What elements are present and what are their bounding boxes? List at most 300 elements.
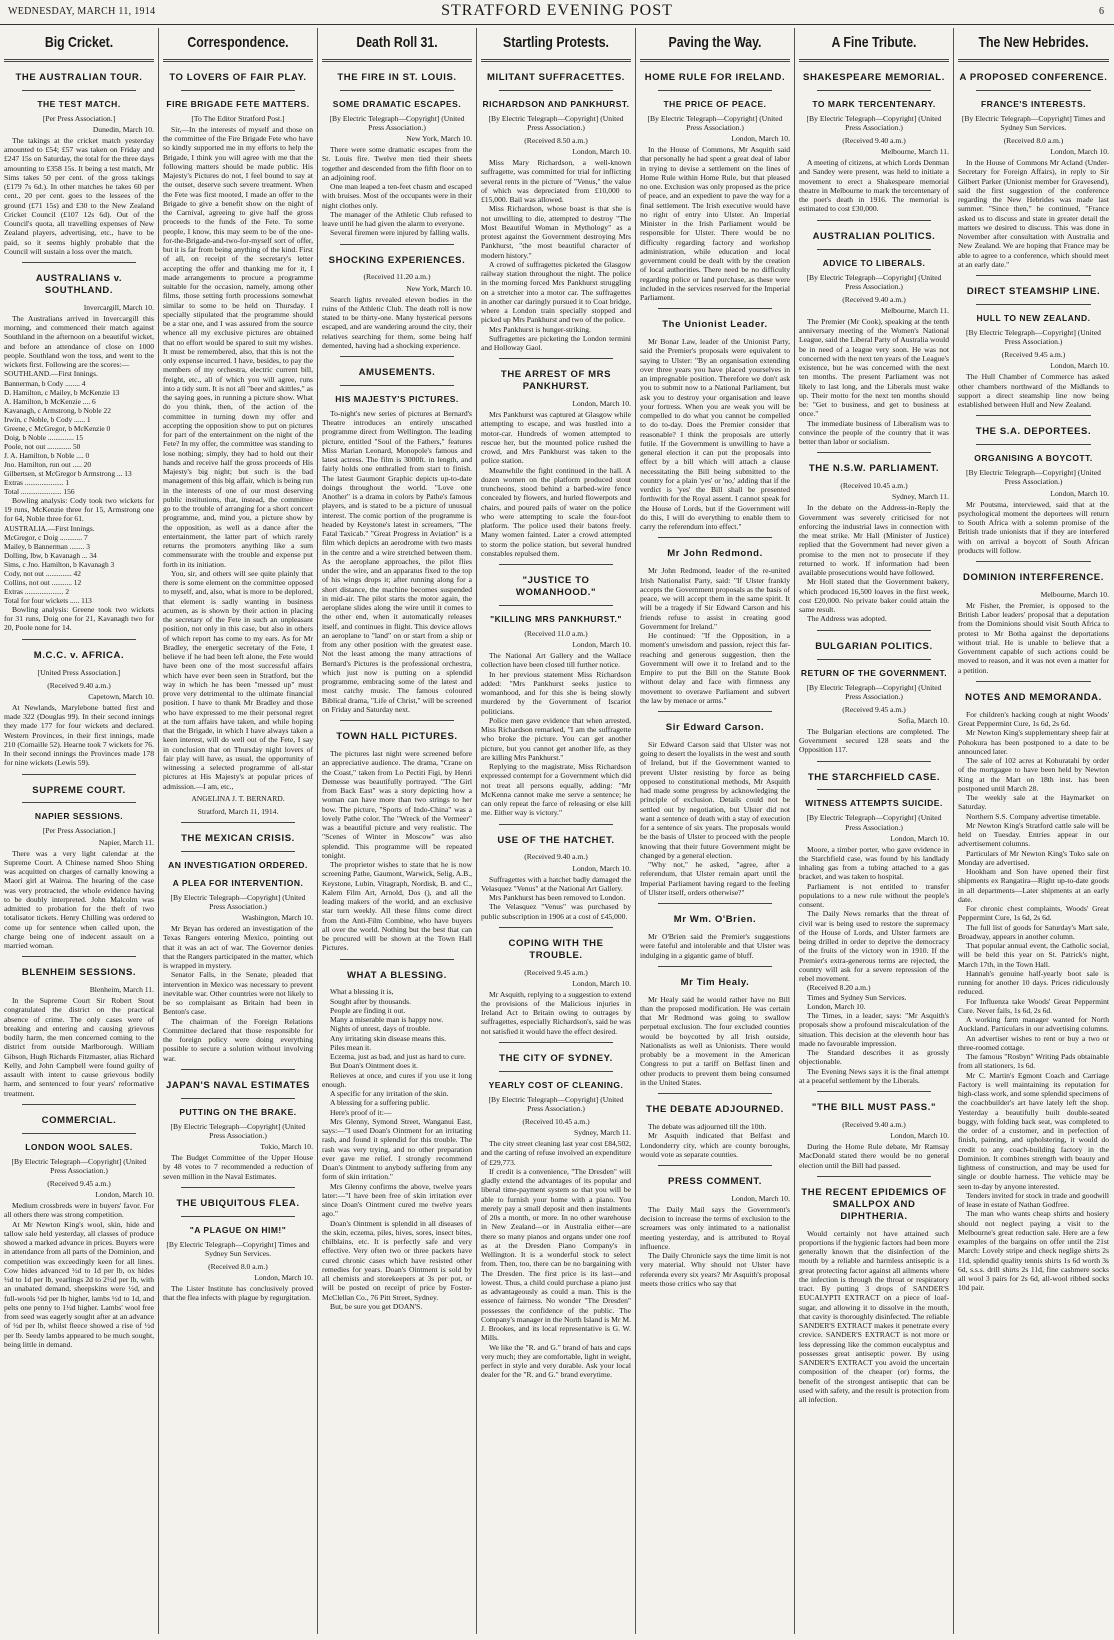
paragraph: Police men gave evidence that when arrested, Miss Richardson remarked, "I am the suffragette who broke the picture. You can get another picture, but you cannot get another life, as they are killing Mrs Pankhurst." — [481, 715, 631, 762]
article-title: NOTES AND MEMORANDA. — [965, 691, 1102, 703]
wire-source: [By Electric Telegraph—Copyright] Times and Sydney Sun Services. — [961, 113, 1106, 132]
dateline: London, March 10. — [890, 833, 949, 843]
dateline: Tokio, March 10. — [260, 1142, 313, 1152]
column-heading: The New Hebrides. — [978, 34, 1089, 51]
score-line: Sims, c Jno. Hamilton, b Kavanagh 3 — [4, 559, 115, 569]
received-time: (Received 8.50 a.m.) — [524, 136, 588, 146]
paragraph: In the Supreme Court Sir Robert Stout congratulated the district on the practical absence of crime. The only cases were of breaking and entering and causing grievous bodily harm, the men concerned coming to the district from outside Marlborough. William Gibson, Hugh Richards Fitzmaster, alias Richard Kelly, and John Campbell were found guilty of assault with intent to cause grievous bodily harm, and sentenced to four years' reformative treatment. — [4, 996, 154, 1098]
received-time: (Received 9.45 a.m.) — [47, 1179, 111, 1188]
article — [640, 1165, 790, 1288]
article-divider — [499, 358, 613, 359]
article-title: THE AUSTRALIAN TOUR. — [15, 72, 143, 83]
dateline: Washington, March 10. — [241, 913, 313, 923]
article — [322, 720, 472, 952]
article — [799, 72, 949, 214]
article — [799, 1091, 949, 1170]
paragraph: In the House of Commons, Mr Asquith said that personally he had spent a great deal of labor in trying to devise a settlement on the lines of Home Rule within Home Rule, but that pleased no one. Exclusion was only proposed as the price of peace, and an expedient to pave the way for a final settlement. The Irish executive would have no right of entry into Ulster. An Imperial Minister in the Irish Parliament would be responsible for Ulster. There would be no difficulty regarding factory and workshop administration, while education and local government could be dealt with by the creation of local authorities. There need be no difficulty regarding police or land purchase, as these were included in the services reserved for the Imperial Parliament. — [640, 145, 790, 303]
article-divider — [817, 1091, 931, 1092]
score-line: Collins, not out ........... 12 — [4, 577, 82, 587]
article-divider — [181, 822, 295, 823]
score-line: Greene, c McGregor, b McKenzie 0 — [4, 423, 111, 433]
article-divider — [658, 903, 772, 904]
score-line: Jno. Hamilton, run out ..... 20 — [4, 459, 92, 469]
paragraph: In the debate on the Address-in-Reply the Government was severely criticised for not enforcing the industrial laws in connection with the meat strike. Mr Hall (Minister of Justice) replied that the Government had never given a promise to the men not to prosecute if they returned to work. If information had been available prosecutions would have followed. — [799, 503, 949, 578]
paragraph: The man who wants cheap shirts and hosiery should not neglect paying a visit to the Melbourne's great reduction sale. Here are a few examples of the bargains on offer until the 21st March: Lovely stripe and check neglige shirts 2s 11d, splendid quality tennis shirts 1s 6d worth 3s 6d, s.s.s. drill shirts 2s 11d, fine cashmere socks all wool 3 pairs for 2s 6d, all-wool ribbed socks 10d pair. — [958, 1209, 1109, 1293]
paragraph: Mr O'Brien said the Premier's suggestions were fateful and intolerable and that Ulster was indulging in a gigantic game of bluff. — [640, 932, 790, 960]
article — [958, 72, 1109, 269]
article-divider — [658, 966, 772, 967]
article — [958, 275, 1109, 409]
title-rule — [658, 90, 772, 91]
paragraph: Medium crossbreds were in buyers' favor. For all others there was strong competition. — [4, 1201, 154, 1220]
score-line: Gilbertsen, st McGregor b Armstrong ... 13 — [4, 468, 132, 478]
wire-source: [By Electric Telegraph—Copyright] (United Press Association.) — [806, 272, 942, 291]
article-subtitle: FRANCE'S INTERESTS. — [980, 98, 1087, 109]
article-title: THE STARCHFIELD CASE. — [807, 771, 941, 783]
paragraph: Moore, a timber porter, who gave evidence in the Starchfield case, was found by his landlady inhaling gas from a tubing attached to a gas bracket, and was taken to hospital. — [799, 844, 949, 882]
article — [163, 1187, 313, 1303]
paragraph: Piles mean it. — [330, 1042, 372, 1052]
article-divider — [817, 630, 931, 631]
article — [799, 761, 949, 1086]
dateline: London, March 10. — [254, 1272, 313, 1282]
wire-source: [By Electric Telegraph—Copyright] (United Press Association.) — [966, 328, 1101, 347]
paragraph: But, be sure you get DOAN'S. — [330, 1301, 423, 1311]
paragraph: He continued: "If the Opposition, in a moment's unwisdom and passion, reject this far-reaching and generous suggestion, then the Government will owe it to Ireland and to the Empire to put the Bill on the Statute Book without delay and face with firmness any movement to overawe Parliament and subvert the law by menace or arms." — [640, 631, 790, 705]
paragraph: The city street cleaning last year cost £84,502, and the carting of refuse involved an expenditure of £29,773. — [481, 1139, 631, 1167]
article-title: TO LOVERS OF FAIR PLAY. — [169, 72, 307, 83]
article — [4, 262, 154, 632]
article-divider — [22, 956, 136, 957]
article — [322, 356, 472, 714]
dateline: London, March 10. — [731, 134, 790, 144]
received-time: (Received 8.0 a.m.) — [1003, 136, 1064, 146]
title-rule — [817, 789, 931, 790]
paragraph: People are finding it out. — [330, 1005, 406, 1015]
article — [640, 711, 790, 897]
paragraph: The Premier (Mr Cook), speaking at the tenth anniversary meeting of the Women's National League, said the Liberal Party of Australia would be in need of a league very soon. He was not concerned with the next ten years of the League's existence, but he was concerned with the next ten months. The present Parliament was not likely to last long, and the Liberals must wake up. Their motto for the next ten months should be: "Get to business, and get to business at once." — [799, 316, 949, 419]
paragraph: Here's proof of it:— — [330, 1107, 392, 1117]
dateline: New York, March 10. — [406, 134, 472, 144]
score-line: Irwin, c Noble, b Cody ...... 1 — [4, 414, 91, 424]
paragraph: The debate was adjourned till the 10th. — [648, 1122, 767, 1132]
article-subtitle: WITNESS ATTEMPTS SUICIDE. — [805, 798, 943, 809]
dateline: Sydney, March 11. — [573, 1128, 631, 1138]
article-divider — [658, 711, 772, 712]
article — [322, 72, 472, 238]
article-subtitle: YEARLY COST OF CLEANING. — [488, 1079, 624, 1090]
paragraph: Search lights revealed eleven bodies in the ruins of the Athletic Club. The death roll is now stated to be thirty-one. Many hysterical persons escaped, and are wandering around the city, their relatives searching for them, some being half demented, having had a shocking experience. — [322, 294, 472, 350]
received-time: (Received 9.40 a.m.) — [47, 680, 111, 690]
paragraph: Any irritating skin disease means this. — [330, 1033, 446, 1043]
paragraph: Nights of unrest, days of trouble. — [330, 1024, 431, 1034]
article-divider — [976, 275, 1091, 276]
paragraph: The sale of 102 acres at Kohuratahi by order of the mortgagee to have been held by Newton King at the Mart on 18th inst. has been postponed until March 28. — [958, 756, 1109, 793]
wire-source: [By Electric Telegraph—Copyright] (United Press Association.) — [806, 682, 942, 701]
article-subtitle: HULL TO NEW ZEALAND. — [976, 313, 1091, 324]
received-time: (Received 11.0 a.m.) — [524, 628, 588, 638]
paragraph: At Newlands, Marylebone batted first and made 322 (Douglas 99). In their second innings they made 177 for four wickets and declared. Western Provinces, in their first innings, made 210 (Comaille 52). Hearne took 7 wickets for 76. In their second innings the Provinces made 178 for nine wickets (Lewis 59). — [4, 702, 154, 768]
paragraph: In her previous statement Miss Richardson added: "Mrs Pankhurst seeks justice to womanhood, and for this she is being slowly murdered by the Government of Iscariot politicians. — [481, 669, 631, 716]
article-title: SHOCKING EXPERIENCES. — [328, 254, 466, 266]
article-divider — [658, 537, 772, 538]
paragraph: Sir Edward Carson said that Ulster was not going to desert the loyalists in the west and south of Ireland, but if the Government wanted to prevent Ulster resisting by force as being opposed to constitutional methods, Mr Asquith had made some progress by acknowledging the principle of exclusion. Details could not be settled out by negotiation, but Ulster did not want a sentence of death with a stay of execution for a sentence of six years. The proposals would be the basis of Ulster to proceed with the people knowing that their future Government might be changed by a general election. — [640, 739, 790, 860]
paragraph: Mrs Pankhurst is hunger-striking. — [489, 324, 591, 334]
title-rule — [181, 1216, 295, 1217]
article-title: TOWN HALL PICTURES. — [336, 731, 458, 743]
dateline: London, March 10. — [95, 1190, 154, 1200]
article — [4, 72, 154, 256]
paragraph: The full list of goods for Saturday's Mart sale, Broadway, appears in another column. — [958, 922, 1109, 941]
heading-rule — [958, 59, 1109, 62]
paragraph: The manager of the Athletic Club refused to leave until he had given the alarm to everyone. — [322, 209, 472, 229]
received-time: (Received 9.45 a.m.) — [842, 704, 906, 714]
article-title: USE OF THE HATCHET. — [497, 834, 615, 846]
paragraph: For Influenza take Woods' Great Peppermint Cure. Never fails, 1s 6d, 2s 6d. — [958, 996, 1109, 1015]
article-divider — [817, 761, 931, 762]
paragraph: A specific for any irritation of the skin. — [330, 1089, 449, 1099]
article — [640, 537, 790, 705]
article — [163, 72, 313, 816]
wire-source: [By Electric Telegraph—Copyright] (United Press Association.) — [488, 113, 624, 132]
wire-source: [By Electric Telegraph—Copyright] (United Press Association.) — [966, 468, 1101, 487]
paragraph: The Evening News says it is the final attempt at a peaceful settlement by the Liberals. — [799, 1066, 949, 1085]
title-rule — [817, 90, 931, 91]
article-divider — [817, 220, 931, 221]
paragraph: Mr John Redmond, leader of the re-united Irish Nationalist Party, said: "If Ulster frankly accepts the Government proposals as the basis of peace, we will accept them in the same spirit. It will be a tragedy if Sir Edward Carson and his friends refuse to assist in creating good Government for Ireland." — [640, 566, 790, 631]
dateline: London, March 10. — [1050, 147, 1109, 157]
dateline: Melbourne, March 11. — [880, 305, 949, 315]
article — [640, 903, 790, 960]
title-rule — [499, 1071, 613, 1072]
heading-rule — [481, 59, 631, 62]
article-title: WHAT A BLESSING. — [346, 969, 448, 981]
paragraph: (Received 8.20 a.m.) — [807, 983, 871, 993]
paragraph: Miss Richardson, whose boast is that she is not unwilling to die, attempted to destroy "The Most Beautiful Woman in Mythology" as a protest against the Government destroying Mrs Pankhurst, "the most beautiful character of modern history." — [481, 204, 631, 260]
signature-place: Stratford, March 11, 1914. — [197, 806, 279, 816]
score-line: Poole, not out ............. 50 — [4, 441, 81, 451]
article — [799, 630, 949, 755]
dateline: Melbourne, March 10. — [1040, 589, 1109, 599]
paragraph: The proprietor wishes to state that he is now screening Pathe, Gaumont, Warwick, Selig, A.B., Keystone, Lubin, Vitagraph, Nordisk, B. and C., Kalem Film Art, Arnold, Dos (), and all the leading makers of the world, and an exclusive star turn weekly. All these films come direct from the Anti-Film Combine, who have buyers all over the world. Nothing but the best that can be procured will be shown at the Town Hall Pictures. — [322, 860, 472, 953]
score-line: SOUTHLAND.—First Innings. — [4, 369, 98, 379]
article — [481, 358, 631, 558]
received-time: (Received 9.45 a.m.) — [1001, 350, 1066, 360]
masthead — [0, 0, 1114, 25]
article-divider — [22, 1104, 136, 1105]
article-divider — [499, 927, 613, 928]
paragraph: You, sir, and others will see quite plainly that there is some element on the committee opposed to myself, and, also, what is more to be deplored, that element is sadly wanting in business acumen, as is shown by their action in placing the secretary of the Fete in such an unpleasant position, not only in this case, but also in others of which report has come to my ears. As for Mr Bradley, the energetic secretary of the Fete, I believe if he had been left alone, the Fete would have been one of the most successful affairs which have ever been seen in Stratford, but the way in which he has been "messed up" must prove very detrimental to the ultimate financial position. I have to thank Mr Bradley and those who have expressed to me their personal regret at the turn affairs have taken, and while hoping that the Brigade, in which I have always taken a keen interest, will do well out of the Fete, I say in conclusion that on Thursday night lovers of fair play will have, as usual, the opportunity of witnessing a selected programme of all-star pictures at His Majesty's at popular prices of admission.—I am, etc., — [163, 568, 313, 791]
article — [481, 72, 631, 352]
paragraph: The pictures last night were screened before an appreciative audience. The drama, "Crane on the Coast," taken from Lo Pectiti Figi, by Henri Demesse was beautifully portrayed. "The Girl from Back East" was a story depicting how a woman can have more than two strings to her bow. The picture, "Sports of Indo-China" was a lovely Pathe color. The "Wreck of the Vermeer" was a beautiful picture and very realistic. The "Scenes of Winter in Moscow" was also splendid. This programme will be repeated tonight. — [322, 749, 472, 860]
paper-name: STRATFORD EVENING POST — [441, 2, 673, 19]
article-title: COMMERCIAL. — [41, 1114, 117, 1126]
dateline: Sofia, March 10. — [897, 715, 949, 725]
paragraph: Doan's Ointment is splendid in all diseases of the skin, eczema, piles, hives, sores, insect bites, chilblains, etc. It is perfectly safe and very effective. Very often two or three packets have cured chronic cases which have resisted other remedies for years. Doan's Ointment is sold by all chemists and storekeepers at 3s per pot, or will be posted on receipt of price by Foster-McClellan Co., 76 Pitt Street, Sydney. — [322, 1218, 472, 1302]
paragraph: To-night's new series of pictures at Bernard's Theatre introduces an entirely unscathed programme direct from Wellington. The leading picture, entitled "Soul of the Fathers," features Miss Marian Leonard, Monopole's famous and latest actress. The film is 3000ft. in length, and fairly holds one enthralled from start to finish. The latest Gaumont Graphic depicts up-to-date doings throughout the world. "Love one Another" is a drama in colors by Pathe's famous players, and is stated to be a picture of unusual interest. The comic portion of the programme is headed by Keystone's latest in screamers, "The Fatal Taxicab." "Great Progress in Aviation" is a film which depicts an aerodrome with two masts in the centre and a wire stretched between them. As the aeroplane approaches, the pilot flies under the wire, and an apparatus fixed to the top of his wings drops it; after running along for a short distance, the machine becomes suspended in mid-air. The pilot starts the motor again, the aeroplane slides along the wire until it comes to the other end, when it automatically releases itself, and continues in flight. This device allows an aeroplane to "land" on or start from a ship or from any other position with the greatest ease. Not the least among the many attractions of Bernard's Pictures is the professional orchestra, which just now is putting on a splendid programme, embracing some of the latest and most catchy music. The famous coloured Biblical drama, "Life of Christ," will be screened on Friday and Saturday next. — [322, 408, 472, 714]
paragraph: Sought after by thousands. — [330, 996, 411, 1006]
article-divider — [817, 452, 931, 453]
paragraph: Mr Bryan has ordered an investigation of the Texas Rangers entering Mexico, pointing out that it was an act of war. The Governor denies that the Rangers participated in the matter, which is wrapped in mystery. — [163, 924, 313, 971]
article — [640, 308, 790, 531]
article-subtitle: PUTTING ON THE BRAKE. — [179, 1106, 297, 1117]
article-subtitle: HIS MAJESTY'S PICTURES. — [335, 393, 459, 404]
score-line: Cody, not out .............. 42 — [4, 568, 81, 578]
score-line: McGregor, c Doig ............ 7 — [4, 532, 88, 542]
title-rule — [817, 659, 931, 660]
article-title: The Unionist Leader. — [662, 319, 768, 331]
paragraph: Suffragettes with a hatchet badly damaged the Velasquez "Venus" at the National Art Gallery. — [481, 874, 631, 893]
paragraph: There was a very light calendar at the Supreme Court. A Chinese named Shoo Shing was acquitted on charges of carnally knowing a Maori girl at Wairoa. The hearing of the case was very protracted, the whole evidence having to be doubly interpreted. John Malcolm was admitted to probation for the theft of two totalisator tickets. Henry Chilling was ordered to come up for sentence when called upon, the charge being one of indecent assault on a married woman. — [4, 848, 154, 951]
article — [640, 1093, 790, 1159]
article-title: PRESS COMMENT. — [668, 1176, 762, 1188]
wire-source: [By Electric Telegraph—Copyright] (United Press Association.) — [329, 113, 465, 132]
article-title: THE CITY OF SYDNEY. — [499, 1052, 613, 1064]
dateline: Capetown, March 10. — [88, 691, 154, 701]
paragraph: Particulars of Mr Newton King's Toko sale on Monday are advertised. — [958, 848, 1109, 867]
paragraph: Meanwhile the fight continued in the hall. A dozen women on the platform produced stout truncheons, stood behind a barbed-wire fence concealed by flowers, and hurled flowerpots and chairs, and poured pails of water on the police who were attempting to scale the four-foot platform. The police used their batons freely. Many women fainted. Later a crowd attempted to storm the police station, but several hundred constables repulsed them. — [481, 465, 631, 558]
paragraph: Miss Mary Richardson, a well-known suffragette, was committed for trial for inflicting several rents in the picture of "Venus," the value of which was depreciated from £10,000 to £15,000. Bail was allowed. — [481, 158, 631, 205]
article-subtitle: RICHARDSON AND PANKHURST. — [482, 98, 630, 109]
received-time: (Received 10.45 a.m.) — [840, 481, 908, 491]
paragraph: Mrs Pankhurst was captured at Glasgow while attempting to escape, and was hustled into a motor-car. Hundreds of women attempted to rescue her, but the mounted police rushed the crowd, and Mrs Pankhurst was taken to the police station. — [481, 410, 631, 466]
article-title: DIRECT STEAMSHIP LINE. — [966, 286, 1101, 298]
article-title: SHAKESPEARE MEMORIAL. — [803, 72, 945, 83]
column-heading: Paving the Way. — [668, 34, 762, 51]
heading-rule — [4, 59, 154, 62]
paragraph: One man leaped a ten-feet chasm and escaped with bruises. Most of the occupants were in their night clothes only. — [322, 182, 472, 210]
title-rule — [181, 851, 295, 852]
paragraph: A meeting of citizens, at which Lords Denman and Sandey were present, was held to initiate a movement to erect a Shakespeare memorial theatre in Melbourne to mark the tercentenary of the poet's death in 1916. The memorial is estimated to cost £30,000. — [799, 158, 949, 214]
wire-source: [United Press Association.] — [37, 667, 121, 677]
heading-rule — [322, 59, 472, 62]
score-line: Kavanagh, c Armstrong, b Noble 22 — [4, 405, 111, 415]
paragraph: The Hull Chamber of Commerce has asked other chambers northward of the Midlands to support a direct steamship line now being established between Hull and New Zealand. — [958, 372, 1109, 410]
title-rule — [22, 90, 136, 91]
paragraph: Mrs Glenny confirms the above, twelve years later:—"I have been free of skin irritation ever since Doan's Ointment cured me twelve years ago." — [322, 1181, 472, 1219]
title-rule — [340, 90, 454, 91]
paragraph: Bowling analysis: Cody took two wickets for 19 runs, McKenzie three for 15, Armstrong one for 64, Noble three for 61. — [4, 495, 154, 524]
paragraph: Mr Holl stated that the Government bakery, which produced 16,500 loaves in the first week, cost £20,000. No private baker could attain the same result. — [799, 577, 949, 615]
dateline: Invercargill, March 10. — [83, 302, 154, 312]
dateline: Dunedin, March 10. — [92, 124, 154, 134]
article — [640, 966, 790, 1087]
wire-source: [To The Editor Stratford Post.] — [191, 113, 285, 123]
paragraph: Northern S.S. Company advertise timetable. — [966, 811, 1101, 821]
heading-rule — [163, 59, 313, 62]
received-time: (Received 11.20 a.m.) — [363, 272, 431, 282]
article-title: COPING WITH THE TROUBLE. — [508, 937, 604, 961]
paragraph: The Standard describes it as grossly objectionable. — [799, 1048, 949, 1067]
title-rule — [22, 802, 136, 803]
paragraph: The immediate business of Liberalism was to convince the people of the country that it was better than labor or socialism. — [799, 418, 949, 447]
column-7 — [954, 28, 1113, 1634]
column-6 — [795, 28, 954, 1634]
paragraph: Mr Asquith, replying to a suggestion to extend the provisions of the Malicious injuries in Ireland Act to Britain owing to outrages by suffragettes, especially Richardson's, said he was not satisfied it would have the effect desired. — [481, 989, 631, 1036]
paragraph: For chronic chest complaints, Woods' Great Peppermint Cure, 1s 6d, 2s 6d. — [958, 904, 1109, 923]
paragraph: The Budget Committee of the Upper House by 48 votes to 7 recommended a reduction of seven million in the Naval Estimates. — [163, 1153, 313, 1181]
article-divider — [340, 720, 454, 721]
title-rule — [22, 1133, 136, 1134]
article — [4, 774, 154, 951]
paragraph: Many a miserable man is happy now. — [330, 1015, 444, 1025]
article — [481, 564, 631, 817]
paragraph: "Why not," he asked, "agree, after a referendum, that Ulster remain apart until the Imperial Parliament having regard to the feeling of Ulster itself, orders otherwise?" — [640, 860, 790, 897]
title-rule — [976, 304, 1091, 305]
wire-source: [By Electric Telegraph—Copyright] (United Press Association.) — [488, 1094, 624, 1113]
column-heading: Startling Protests. — [503, 34, 609, 51]
received-time: (Received 9.40 a.m.) — [524, 852, 588, 862]
article-subtitle: "KILLING MRS PANKHURST." — [490, 613, 622, 624]
column-5 — [636, 28, 795, 1634]
article-title: BULGARIAN POLITICS. — [815, 640, 933, 652]
column-4 — [477, 28, 636, 1634]
article — [4, 1104, 154, 1349]
article — [958, 415, 1109, 555]
article-title: AUSTRALIANS v. SOUTHLAND. — [35, 273, 123, 297]
score-line: Total ...................... 156 — [4, 486, 75, 496]
dateline: New York, March 10. — [406, 283, 472, 293]
article-divider — [499, 1042, 613, 1043]
wire-source: [Per Press Association.] — [42, 826, 116, 836]
article-divider — [658, 308, 772, 309]
score-line: A. Hamilton, b McKenzie .... 6 — [4, 396, 96, 406]
title-rule — [976, 444, 1091, 445]
article-title: SUPREME COURT. — [32, 784, 126, 796]
paragraph: Tenders invited for stock in trade and goodwill of lease in estate of Nathan Godfree. — [958, 1190, 1109, 1209]
article-subtitle: LONDON WOOL SALES. — [25, 1141, 133, 1152]
paragraph: Suffragettes are picketing the London termini and Holloway Gaol. — [481, 333, 631, 353]
wire-source: [By Electric Telegraph—Copyright] (United Press Association.) — [170, 892, 306, 912]
wire-source: [By Electric Telegraph—Copyright] (United Press Association.) — [11, 1156, 147, 1175]
article-divider — [181, 1069, 295, 1070]
column-3 — [318, 28, 477, 1634]
article-subtitle: NAPIER SESSIONS. — [34, 811, 124, 822]
paragraph: A blessing for a suffering public. — [330, 1098, 430, 1108]
heading-rule — [799, 59, 949, 62]
article — [481, 927, 631, 1036]
article — [958, 561, 1109, 675]
paragraph: Hannah's genuine half-yearly boot sale is running for another 10 days. Prices ridiculously reduced. — [958, 968, 1109, 997]
paragraph: Relieves at once, and cures if you use it long enough. — [322, 1070, 472, 1089]
article-title: BLENHEIM SESSIONS. — [21, 967, 137, 979]
article — [163, 1069, 313, 1181]
score-line: Extras ..................... 1 — [4, 477, 70, 487]
paragraph: The National Art Gallery and the Wallace collection have been closed till further notice. — [481, 651, 631, 670]
dateline: London, March 10. — [1050, 488, 1109, 498]
article — [799, 452, 949, 623]
paragraph: An advertiser wishes to rent or buy a two or three-roomed cottage. — [958, 1033, 1109, 1052]
article-divider — [340, 356, 454, 357]
wire-source: [By Electric Telegraph—Copyright] (United Press Association.) — [170, 1121, 306, 1140]
article-title: THE UBIQUITOUS FLEA. — [176, 1197, 300, 1209]
article-subtitle: TO MARK TERCENTENARY. — [812, 98, 936, 109]
article-title: Mr John Redmond. — [667, 548, 763, 560]
title-rule — [181, 90, 295, 91]
paragraph: Mr Asquith indicated that Belfast and Londonderry city, which are county boroughs, would vote as separate counties. — [640, 1131, 790, 1159]
title-rule — [817, 249, 931, 250]
article — [4, 956, 154, 1098]
article-subtitle: AN INVESTIGATION ORDERED. — [168, 859, 308, 870]
article-divider — [340, 244, 454, 245]
paragraph: Times and Sydney Sun Services. — [807, 992, 907, 1002]
column-1 — [0, 28, 159, 1634]
article-divider — [658, 1093, 772, 1094]
article — [322, 244, 472, 350]
score-line: D. Hamilton, c Mailey, b McKenzie 13 — [4, 387, 120, 397]
paragraph: For children's hacking cough at night Woods' Great Peppermint Cure, 1s 6d, 2s 6d. — [958, 709, 1109, 728]
article-title: THE S.A. DEPORTEES. — [975, 426, 1092, 438]
paragraph: Mr Bonar Law, leader of the Unionist Party, said the Premier's proposals were equivalent to saying to Ulster: "By an organisation extending over three years you have placed yourselves in an impregnable position. Therefore we don't ask you to submit now to a National Parliament, but ask you to destroy your organisation and leave your fortress. When you are weak you will be compelled to do what you cannot be compelled to do to-day. Does the Premier consider that reasonable? I think the proposals are utterly futile. If the Government is unwilling to have a general election it can put the proposals into effect by a bill which will attach a clause necessitating the Bill being submitted to the country for a plain 'yes' or 'no,' adding that if the verdict is 'yes' the Bill shall be presented forthwith for the Royal assent. I cannot speak for the House of Lords, but if the Government will do this, I will do everything to enable them to carry the referendum into effect." — [640, 337, 790, 532]
paragraph: At Mr Newton King's wool, skin, hide and tallow sale held yesterday, all classes of produce showed a marked advance in prices. Buyers were in attendance from all parts of the Dominion, and competition was exceedingly keen for all lines. Cow hides advanced ½d to 1d per lb, ox hides ½d to 1d per lb, yearlings 2d to 2½d per lb, with an unabated demand, sheepskins were ½d, and full-wools ½d per lb higher, lambs ½d to 1d, and pelts one penny to 1½d higher. Lambs' wool free from seed was eagerly sought after at an advance of ½d per lb, whilst fleece showed a rise of ½d per lb. Seedy lambs appeared to be much sought, being little in demand. — [4, 1219, 154, 1349]
dateline: London, March 10. — [572, 399, 631, 409]
wire-source: [By Electric Telegraph—Copyright] (United Press Association.) — [806, 813, 942, 832]
paragraph: But Doan's Ointment does it. — [330, 1061, 419, 1071]
dateline: Blenheim, March 11. — [89, 985, 154, 995]
article-subtitle: RETURN OF THE GOVERNMENT. — [800, 667, 948, 678]
article — [481, 1042, 631, 1380]
article-title: THE ARREST OF MRS PANKHURST. — [500, 369, 612, 393]
article-title: Mr Wm. O'Brien. — [673, 914, 757, 926]
title-rule — [976, 90, 1091, 91]
signature: ANGELINA J. T. BERNARD. — [191, 793, 285, 803]
paragraph: Mr C. Martin's Egmont Coach and Carriage Factory is well maintaining its reputation for high-class work, and some splendid specimens of the coachbuilder's art have lately left the shop. Yesterday a beautifully built double-seated buggy, with folding back seat, was completed to the order of a customer, and in perfection of finish, painting, and upholstering, it would do credit to any coach-building factory in the Dominion. It combines strength with beauty and lightness of construction, and may be used for single or double harness. The vehicle may be seen to-day by anyone interested. — [958, 1070, 1109, 1191]
paragraph: The Velasquez "Venus" was purchased by public subscription in 1906 at a cost of £45,000. — [481, 902, 631, 921]
paragraph: Hookham and Son have opened their first shipments ex Rangatira—Right up-to-date goods in all departments—Later shipments at an early date. — [958, 867, 1109, 904]
article-divider — [340, 959, 454, 960]
article-divider — [22, 262, 136, 263]
article-subtitle: THE TEST MATCH. — [37, 98, 121, 109]
article — [799, 1176, 949, 1404]
article-divider — [22, 774, 136, 775]
article — [163, 822, 313, 1063]
article-title: THE FIRE IN ST. LOUIS. — [337, 72, 457, 83]
title-rule — [340, 385, 454, 386]
paragraph: Replying to the magistrate, Miss Richardson expressed contempt for a Government which did not treat all persons equally, adding: "Mr McKenna cannot make me serve a sentence; he can only repeat the farce of releasing or else kill me. Either way is victory." — [481, 762, 631, 818]
wire-source: [By Electric Telegraph—Copyright] (United Press Association.) — [647, 113, 783, 132]
title-rule — [181, 1098, 295, 1099]
column-heading: Big Cricket. — [44, 34, 114, 51]
wire-source: [Per Press Association.] — [42, 113, 116, 123]
columns-area — [0, 28, 1114, 1638]
article — [799, 220, 949, 447]
score-line: Dolling, lbw, b Kavanagh ... 34 — [4, 550, 97, 560]
dateline: Napier, March 11. — [98, 837, 154, 847]
received-time: (Received 9.45 a.m.) — [524, 967, 588, 977]
article — [322, 959, 472, 1312]
article — [481, 824, 631, 921]
paragraph: Mr Fisher, the Premier, is opposed to the British Labor leaders' proposal that a deputation from the Dominions should visit South Africa to protest to Mr Botha against the deportations without trial. He is unable to believe that a Government capable of such actions could be moved to reason, and it was not even a matter for a petition. — [958, 600, 1109, 675]
heading-rule — [640, 59, 790, 62]
paragraph: Mrs Glenny, Symond Street, Wanganui East, says:—"I used Doan's Ointment for an irritating rash, and found it splendid for this trouble. The rash was very trying, and no other preparation ever gave me relief. I strongly recommend Doan's Ointment to anybody suffering from any form of skin irritation." — [322, 1116, 472, 1182]
article-divider — [181, 1187, 295, 1188]
article-divider — [658, 1165, 772, 1166]
article-subtitle: "A PLAGUE ON HIM!" — [189, 1224, 287, 1235]
paragraph: The Australians arrived in Invercargill this morning, and commenced their match against Southland in the afternoon on a beautiful wicket, and before an attendance of close on 1000 people. Southland won the toss, and went to the wickets first. Following are the scores:— — [4, 313, 154, 370]
paragraph: Parliament is not entitled to transfer populations to a new rule without the people's consent. — [799, 881, 949, 910]
paragraph: A crowd of suffragettes picketed the Glasgow railway station throughout the night. The police in the morning forced Mrs Pankhurst struggling on a stretcher into a motor car. The suffragettes in another car daringly pursued it to Coat bridge, where a London train specially stopped and picked up Mrs Pankhurst and two of the police. — [481, 259, 631, 325]
paragraph: Mr Newton King's supplementary sheep fair at Pohokura has been postponed to a date to be announced later. — [958, 728, 1109, 756]
column-2 — [159, 28, 318, 1634]
article-divider — [817, 1176, 931, 1177]
dateline: London, March 10. — [572, 640, 631, 650]
paragraph: The Address was adopted. — [807, 614, 887, 624]
article-title: JAPAN'S NAVAL ESTIMATES — [166, 1079, 310, 1091]
article-title: Sir Edward Carson. — [665, 722, 765, 734]
score-line: Doig, b Noble .............. 15 — [4, 432, 84, 442]
paragraph: The chairman of the Foreign Relations Committee declared that those responsible for the foreign policy were doing everything possible to secure a solution without involving war. — [163, 1016, 313, 1063]
column-heading: Death Roll 31. — [356, 34, 438, 51]
